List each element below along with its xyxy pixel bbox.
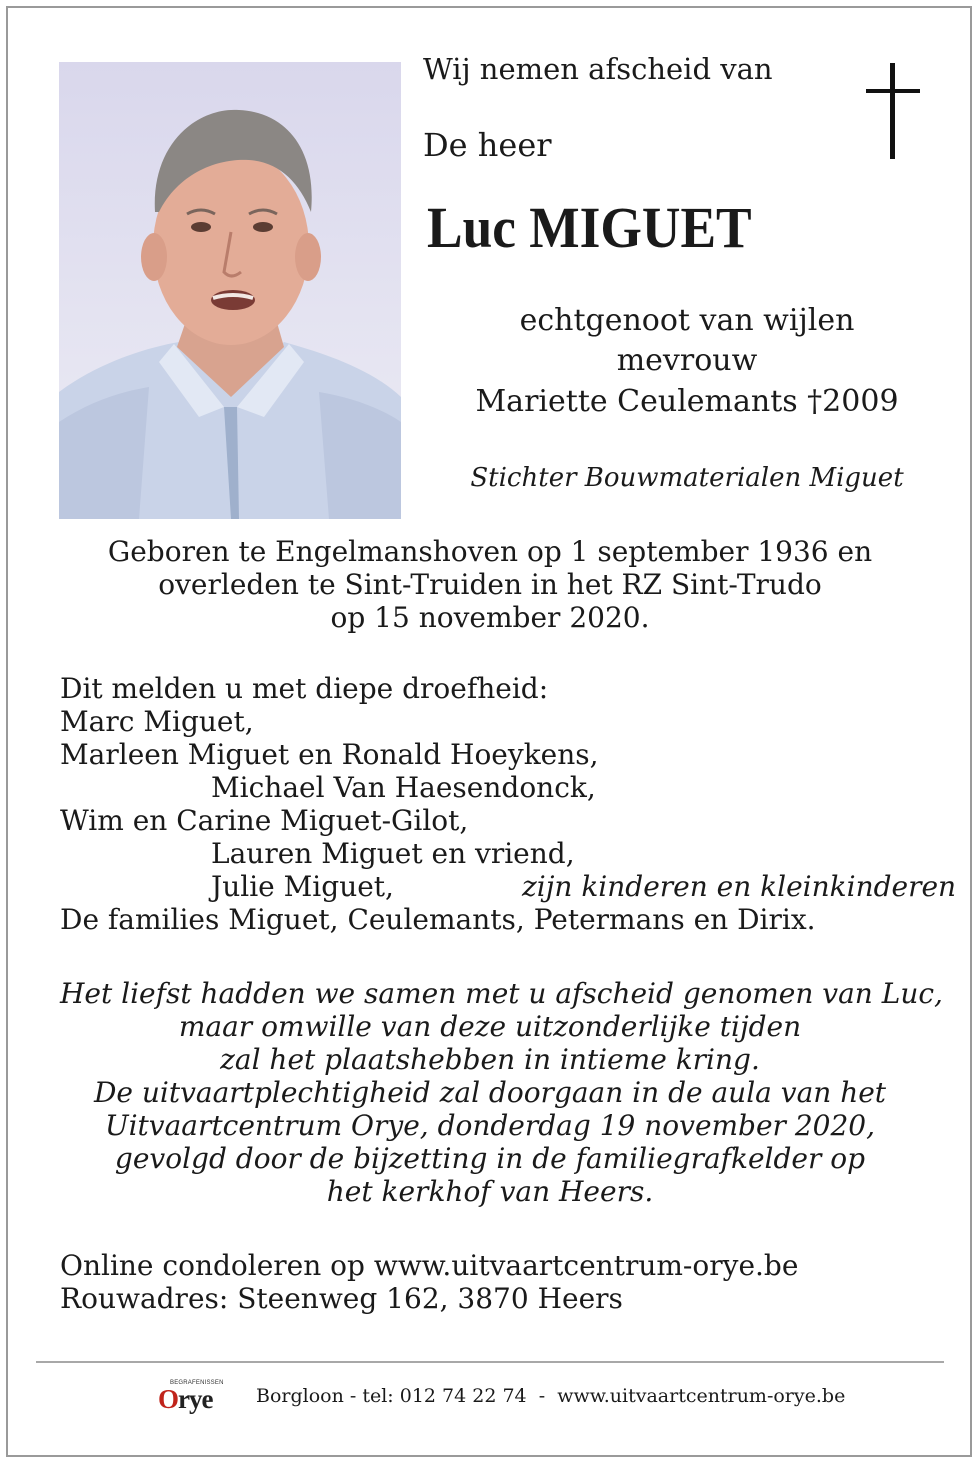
online-condolence: Online condoleren op www.uitvaartcentrum-orye.be xyxy=(60,1249,799,1282)
message-line: gevolgd door de bijzetting in de familiegrafkelder op xyxy=(114,1142,866,1175)
deceased-name: Luc MIGUET xyxy=(427,195,752,260)
mourners-intro: Dit melden u met diepe droefheid: xyxy=(60,672,549,705)
spouse-line-1: echtgenoot van wijlen xyxy=(519,303,855,338)
logo-tagline: BEGRAFENISSEN xyxy=(170,1380,224,1386)
portrait-photo xyxy=(59,62,401,519)
born-line-2: overleden te Sint-Truiden in het RZ Sint-Trudo xyxy=(158,568,822,601)
mourner-line: Marleen Miguet en Ronald Hoeykens, xyxy=(60,738,599,771)
message-line: het kerkhof van Heers. xyxy=(326,1175,654,1208)
message-line: zal het plaatshebben in intieme kring. xyxy=(220,1043,760,1076)
mourner-line: Lauren Miguet en vriend, xyxy=(211,837,575,870)
spouse-line-2: mevrouw xyxy=(616,343,758,378)
message-line: Het liefst hadden we samen met u afscheid genomen van Luc, xyxy=(60,977,943,1010)
mourners-relation: zijn kinderen en kleinkinderen xyxy=(522,870,957,903)
mourner-line: Wim en Carine Miguet-Gilot, xyxy=(60,804,469,837)
footer-divider xyxy=(36,1361,944,1363)
footer-contact: Borgloon - tel: 012 74 22 74 - www.uitvaartcentrum-orye.be xyxy=(256,1385,846,1407)
orye-logo xyxy=(158,1380,230,1414)
born-line-3: op 15 november 2020. xyxy=(330,601,650,634)
honorific: De heer xyxy=(423,126,552,164)
role-text: Stichter Bouwmaterialen Miguet xyxy=(470,463,904,493)
mourner-line: Marc Miguet, xyxy=(60,705,254,738)
message-line: maar omwille van deze uitzonderlijke tijden xyxy=(178,1010,802,1043)
latin-cross-icon xyxy=(866,63,920,159)
message-line: De uitvaartplechtigheid zal doorgaan in de aula van het xyxy=(93,1076,887,1109)
mourner-line: Michael Van Haesendonck, xyxy=(211,771,596,804)
born-line-1: Geboren te Engelmanshoven op 1 september 1936 en xyxy=(107,535,873,568)
logo-wordmark: Orye xyxy=(158,1384,213,1414)
portrait-illustration xyxy=(59,62,401,519)
mourner-line: Julie Miguet, xyxy=(211,870,394,903)
mourning-address: Rouwadres: Steenweg 162, 3870 Heers xyxy=(60,1282,623,1315)
spouse-line-3: Mariette Ceulemants †2009 xyxy=(475,384,899,419)
mourner-line: De families Miguet, Ceulemants, Petermans en Dirix. xyxy=(60,903,816,936)
intro-text: Wij nemen afscheid van xyxy=(423,52,773,86)
message-line: Uitvaartcentrum Orye, donderdag 19 november 2020, xyxy=(104,1109,875,1142)
